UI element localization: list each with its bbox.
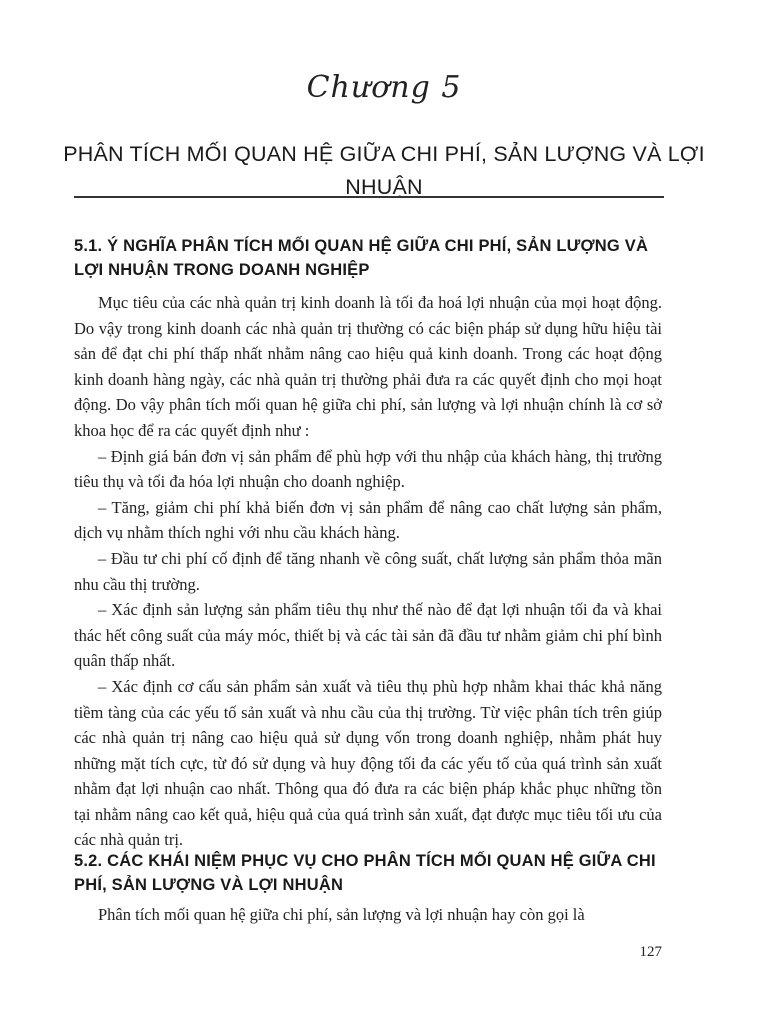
paragraph: – Tăng, giảm chi phí khả biến đơn vị sản phẩm để nâng cao chất lượng sản phẩm, dịch vụ nhằm thích nghi với nhu cầu khách hàng. (74, 497, 662, 543)
section-heading-5-2: 5.2. CÁC KHÁI NIỆM PHỤC VỤ CHO PHÂN TÍCH MỐI QUAN HỆ GIỮA CHI PHÍ, SẢN LƯỢNG VÀ LỢI NHUẬN (74, 852, 656, 894)
section-heading-5-1: 5.1. Ý NGHĨA PHÂN TÍCH MỐI QUAN HỆ GIỮA CHI PHÍ, SẢN LƯỢNG VÀ LỢI NHUẬN TRONG DOANH NGHIỆP (74, 237, 649, 279)
paragraph: – Định giá bán đơn vị sản phẩm để phù hợp với thu nhập của khách hàng, thị trường tiêu thụ và tối đa hóa lợi nhuận cho doanh nghiệp. (74, 446, 662, 492)
chapter-label: Chương 5 (306, 70, 462, 105)
paragraph: Phân tích mối quan hệ giữa chi phí, sản lượng và lợi nhuận hay còn gọi là (98, 905, 585, 924)
paragraph: – Xác định sản lượng sản phẩm tiêu thụ như thế nào để đạt lợi nhuận tối đa và khai thác hết công suất của máy móc, thiết bị và các tài sản đã đầu tư nhằm giảm chi phí bình quân thấp nhất. (74, 600, 662, 671)
paragraph: – Xác định cơ cấu sản phẩm sản xuất và tiêu thụ phù hợp nhằm khai thác khả năng tiềm tàng của các yếu tố sản xuất và nhu cầu của thị trường. Từ việc phân tích trên giúp các nhà quản trị nâng cao hiệu quả sử dụng vốn trong doanh nghiệp, nhằm phát huy những mặt tích cực, từ đó sử dụng và huy động tối đa các yếu tố của quá trình sản xuất nhằm đạt lợi nhuận cao nhất. Thông qua đó đưa ra các biện pháp khắc phục những tồn tại nhằm nâng cao kết quả, hiệu quả của quá trình sản xuất, đạt được mục tiêu tối ưu của các nhà quản trị. (74, 676, 662, 850)
section-body-5-2 (74, 902, 662, 928)
paragraph: Mục tiêu của các nhà quản trị kinh doanh là tối đa hoá lợi nhuận của mọi hoạt động. Do vậy trong kinh doanh các nhà quản trị thường có các biện pháp sử dụng hữu hiệu tài sản để đạt chi phí thấp nhất nhằm nâng cao hiệu quả kinh doanh. Trong các hoạt động kinh doanh hàng ngày, các nhà quản trị thường phải đưa ra các quyết định cho mọi hoạt động. Do vậy phân tích mối quan hệ giữa chi phí, sản lượng và lợi nhuận chính là cơ sở khoa học để ra các quyết định như : (74, 293, 662, 440)
chapter-title: PHÂN TÍCH MỐI QUAN HỆ GIỮA CHI PHÍ, SẢN LƯỢNG VÀ LỢI NHUẬN (63, 142, 705, 199)
title-divider (74, 196, 664, 198)
paragraph: – Đầu tư chi phí cố định để tăng nhanh về công suất, chất lượng sản phẩm thỏa mãn nhu cầu thị trường. (74, 548, 662, 594)
page-number: 127 (639, 944, 662, 960)
section-body-5-1 (74, 290, 662, 853)
